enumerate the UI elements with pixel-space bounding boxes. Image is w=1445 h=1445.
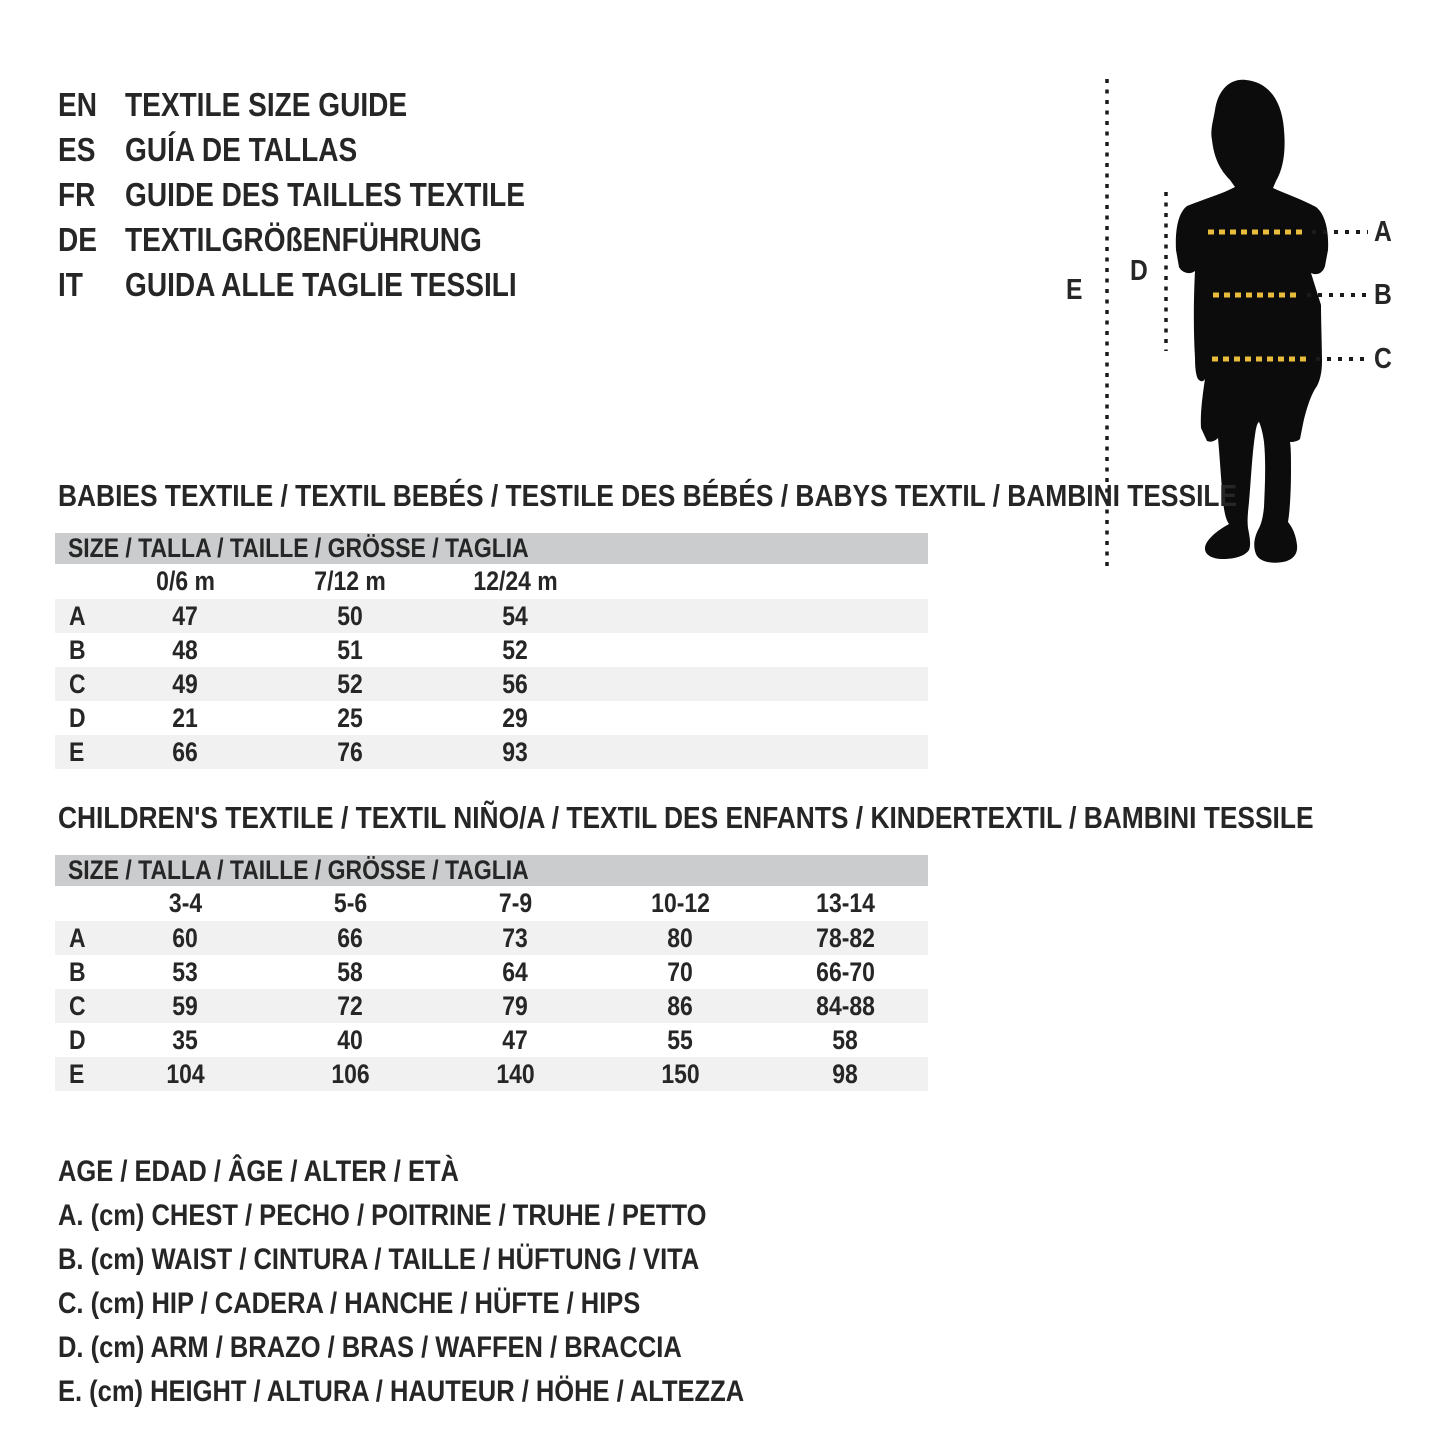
table-cell: 66-70 — [816, 956, 875, 987]
language-title: GUÍA DE TALLAS — [125, 130, 358, 168]
babies-table-columns — [55, 564, 928, 599]
row-label: A — [69, 922, 86, 953]
table-cell: 98 — [832, 1058, 859, 1089]
row-label: E — [69, 736, 85, 767]
table-cell: 50 — [337, 600, 364, 631]
figure-label-d: D — [1130, 254, 1148, 287]
language-code: DE — [58, 220, 97, 258]
legend-line-hip: C. (cm) HIP / CADERA / HANCHE / HÜFTE / HIPS — [58, 1287, 641, 1320]
table-cell: 53 — [172, 956, 199, 987]
row-label: A — [69, 600, 86, 631]
table-row — [55, 735, 928, 769]
table-cell: 40 — [337, 1024, 364, 1055]
legend-line-height: E. (cm) HEIGHT / ALTURA / HAUTEUR / HÖHE / ALTEZZA — [58, 1375, 745, 1408]
column-header: 7/12 m — [314, 566, 387, 596]
children-table-columns — [55, 886, 928, 921]
babies-size-table — [55, 533, 928, 769]
column-header: 13-14 — [816, 888, 875, 918]
row-label: D — [69, 702, 86, 733]
figure-label-e: E — [1066, 273, 1083, 306]
children-size-table — [55, 855, 928, 1091]
column-header: 0/6 m — [156, 566, 215, 596]
table-cell: 29 — [502, 702, 529, 733]
language-code: EN — [58, 85, 97, 123]
table-cell: 21 — [172, 702, 199, 733]
table-cell: 35 — [172, 1024, 199, 1055]
legend-line-chest: A. (cm) CHEST / PECHO / POITRINE / TRUHE / PETTO — [58, 1199, 707, 1232]
table-row — [55, 667, 928, 701]
row-label: D — [69, 1024, 86, 1055]
table-cell: 48 — [172, 634, 199, 665]
table-cell: 25 — [337, 702, 364, 733]
column-header: 12/24 m — [473, 566, 558, 596]
row-label: C — [69, 668, 86, 699]
table-row — [55, 921, 928, 955]
column-header: 7-9 — [498, 888, 533, 918]
figure-label-c: C — [1374, 342, 1392, 375]
babies-table-header: SIZE / TALLA / TAILLE / GRÖSSE / TAGLIA — [55, 533, 928, 564]
row-label: C — [69, 990, 86, 1021]
language-row-en — [58, 82, 596, 127]
table-cell: 47 — [502, 1024, 529, 1055]
row-label: B — [69, 956, 86, 987]
figure-label-b: B — [1374, 278, 1392, 311]
table-cell: 52 — [502, 634, 529, 665]
row-label: E — [69, 1058, 85, 1089]
children-section-title: CHILDREN'S TEXTILE / TEXTIL NIÑO/A / TEXTIL DES ENFANTS / KINDERTEXTIL / BAMBINI TESSILE — [58, 800, 1314, 835]
table-cell: 56 — [502, 668, 529, 699]
table-cell: 80 — [667, 922, 694, 953]
table-row — [55, 989, 928, 1023]
table-cell: 66 — [337, 922, 364, 953]
babies-section-title: BABIES TEXTILE / TEXTIL BEBÉS / TESTILE DES BÉBÉS / BABYS TEXTIL / BAMBINI TESSILE — [58, 478, 1238, 513]
table-cell: 59 — [172, 990, 199, 1021]
column-header: 10-12 — [651, 888, 710, 918]
legend-line-waist: B. (cm) WAIST / CINTURA / TAILLE / HÜFTUNG / VITA — [58, 1243, 700, 1276]
column-header: 5-6 — [333, 888, 368, 918]
table-cell: 60 — [172, 922, 199, 953]
language-title: GUIDE DES TAILLES TEXTILE — [125, 175, 526, 213]
table-cell: 93 — [502, 736, 529, 767]
language-row-fr — [58, 172, 596, 217]
table-cell: 104 — [166, 1058, 205, 1089]
table-cell: 64 — [502, 956, 529, 987]
table-cell: 84-88 — [816, 990, 875, 1021]
language-row-de — [58, 217, 596, 262]
table-cell: 55 — [667, 1024, 694, 1055]
row-label: B — [69, 634, 86, 665]
language-title-block — [58, 82, 596, 307]
table-row — [55, 633, 928, 667]
language-row-it — [58, 262, 596, 307]
language-code: ES — [58, 130, 96, 168]
column-header: 3-4 — [168, 888, 203, 918]
table-cell: 72 — [337, 990, 364, 1021]
table-cell: 47 — [172, 600, 199, 631]
legend-line-arm: D. (cm) ARM / BRAZO / BRAS / WAFFEN / BRACCIA — [58, 1331, 682, 1364]
table-row — [55, 1057, 928, 1091]
table-row — [55, 701, 928, 735]
table-cell: 52 — [337, 668, 364, 699]
table-cell: 150 — [661, 1058, 700, 1089]
children-table-header: SIZE / TALLA / TAILLE / GRÖSSE / TAGLIA — [55, 855, 928, 886]
table-cell: 58 — [832, 1024, 859, 1055]
table-cell: 76 — [337, 736, 364, 767]
table-cell: 79 — [502, 990, 529, 1021]
table-cell: 54 — [502, 600, 529, 631]
legend-line-age: AGE / EDAD / ÂGE / ALTER / ETÀ — [58, 1155, 459, 1188]
language-row-es — [58, 127, 596, 172]
language-title: GUIDA ALLE TAGLIE TESSILI — [125, 265, 517, 303]
table-row — [55, 955, 928, 989]
table-cell: 51 — [337, 634, 364, 665]
language-code: FR — [58, 175, 96, 213]
table-cell: 140 — [496, 1058, 535, 1089]
table-cell: 78-82 — [816, 922, 875, 953]
language-title: TEXTILE SIZE GUIDE — [125, 85, 408, 123]
table-cell: 70 — [667, 956, 694, 987]
table-row — [55, 1023, 928, 1057]
table-cell: 73 — [502, 922, 529, 953]
figure-label-a: A — [1374, 215, 1392, 248]
table-row — [55, 599, 928, 633]
language-title: TEXTILGRÖßENFÜHRUNG — [125, 220, 482, 258]
table-cell: 86 — [667, 990, 694, 1021]
language-code: IT — [58, 265, 83, 303]
measurement-legend — [58, 1150, 865, 1414]
table-cell: 49 — [172, 668, 199, 699]
table-cell: 106 — [331, 1058, 370, 1089]
table-cell: 58 — [337, 956, 364, 987]
table-cell: 66 — [172, 736, 199, 767]
